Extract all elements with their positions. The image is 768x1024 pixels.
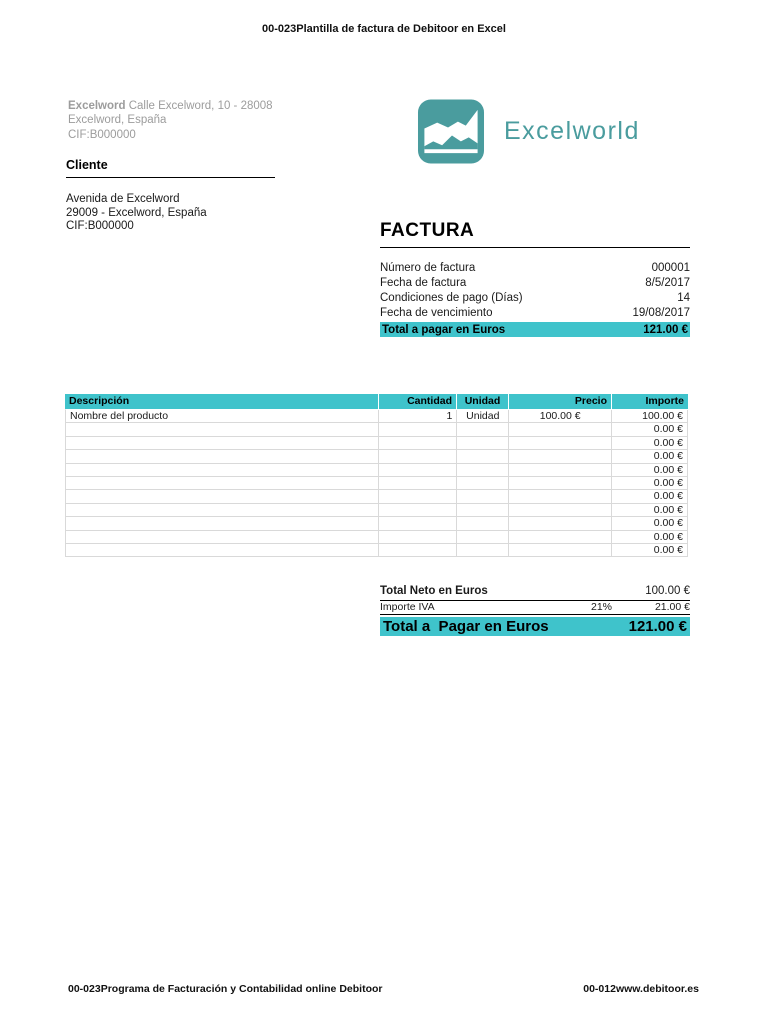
totals-block <box>380 584 690 636</box>
cell-amount: 0.00 € <box>612 464 688 476</box>
cell-unit <box>457 544 509 556</box>
client-line2: 29009 - Excelword, España <box>66 206 207 219</box>
cell-price <box>509 531 612 543</box>
cell-amount: 0.00 € <box>612 490 688 502</box>
vat-rate: 21% <box>590 601 612 613</box>
header-importe: Importe <box>645 395 684 407</box>
total-net-value: 100.00 € <box>645 585 690 597</box>
cell-desc <box>66 517 379 529</box>
items-table-header <box>65 394 688 409</box>
header-descripcion: Descripción <box>65 394 379 409</box>
meta-value: 8/5/2017 <box>645 277 690 289</box>
logo-text: Excelworld <box>504 117 640 145</box>
header-precio: Precio <box>509 394 612 409</box>
cell-price <box>509 423 612 435</box>
cell-price <box>509 504 612 516</box>
cell-amount: 0.00 € <box>612 477 688 489</box>
cell-qty <box>379 437 457 449</box>
cell-qty: 1 <box>379 410 457 422</box>
total-net-row <box>380 584 690 601</box>
client-heading: Cliente <box>66 158 275 178</box>
sender-name: Excelword <box>68 100 126 112</box>
cell-qty <box>379 477 457 489</box>
table-row <box>66 464 688 477</box>
meta-row-invoice-date <box>380 276 690 291</box>
cell-desc <box>66 464 379 476</box>
cell-qty <box>379 517 457 529</box>
cell-price <box>509 477 612 489</box>
cell-desc <box>66 490 379 502</box>
cell-desc <box>66 504 379 516</box>
sender-block <box>68 100 273 143</box>
cell-unit <box>457 477 509 489</box>
table-row <box>66 477 688 490</box>
meta-row-payment-terms <box>380 291 690 306</box>
cell-desc <box>66 544 379 556</box>
items-table-body <box>65 409 688 557</box>
cell-unit <box>457 504 509 516</box>
total-net-label: Total Neto en Euros <box>380 585 488 597</box>
cell-price <box>509 437 612 449</box>
cell-unit <box>457 531 509 543</box>
meta-label: Condiciones de pago (Días) <box>380 292 523 304</box>
page-footer <box>68 983 699 995</box>
grand-total-label: Total a Pagar en Euros <box>383 618 549 635</box>
cell-qty <box>379 531 457 543</box>
cell-amount: 0.00 € <box>612 423 688 435</box>
meta-row-invoice-number <box>380 261 690 276</box>
grand-total-value: 121.00 € <box>628 618 687 635</box>
total-to-pay-bar <box>380 322 690 337</box>
table-row <box>66 450 688 463</box>
cell-price <box>509 517 612 529</box>
meta-label: Fecha de factura <box>380 277 467 289</box>
header-cantidad: Cantidad <box>379 394 457 409</box>
client-block <box>66 158 366 234</box>
cell-amount: 0.00 € <box>612 504 688 516</box>
total-bar-label: Total a pagar en Euros <box>382 323 506 336</box>
invoice-header-block <box>380 220 690 337</box>
sender-address: Calle Excelword, 10 - 28008 <box>128 100 273 112</box>
sender-line1 <box>68 100 273 114</box>
company-logo <box>416 98 640 165</box>
client-lines <box>66 193 366 234</box>
area-chart-icon <box>416 98 486 165</box>
table-row <box>66 517 688 530</box>
cell-desc: Nombre del producto <box>66 410 379 422</box>
items-table <box>65 394 688 557</box>
cell-qty <box>379 423 457 435</box>
cell-price <box>509 544 612 556</box>
cell-unit: Unidad <box>457 410 509 422</box>
cell-price <box>509 450 612 462</box>
client-cif: CIF:B000000 <box>66 220 134 232</box>
cell-qty <box>379 450 457 462</box>
cell-unit <box>457 464 509 476</box>
invoice-heading: FACTURA <box>380 220 690 248</box>
footer-right-text: 00-012www.debitoor.es <box>583 983 699 995</box>
vat-row <box>380 601 690 615</box>
cell-qty <box>379 504 457 516</box>
cell-amount: 100.00 € <box>612 410 688 422</box>
cell-desc <box>66 437 379 449</box>
footer-left-text: 00-023Programa de Facturación y Contabilidad online Debitoor <box>68 983 383 995</box>
cell-qty <box>379 544 457 556</box>
cell-desc <box>66 450 379 462</box>
total-bar-value: 121.00 € <box>643 323 688 336</box>
cell-unit <box>457 450 509 462</box>
cell-unit <box>457 490 509 502</box>
table-row <box>66 531 688 544</box>
cell-price: 100.00 € <box>509 410 612 422</box>
table-row <box>66 490 688 503</box>
table-row <box>66 410 688 423</box>
vat-value: 21.00 € <box>654 601 690 613</box>
cell-unit <box>457 437 509 449</box>
cell-qty <box>379 464 457 476</box>
cell-qty <box>379 490 457 502</box>
cell-amount: 0.00 € <box>612 544 688 556</box>
meta-row-due-date <box>380 306 690 321</box>
meta-value: 14 <box>677 292 690 304</box>
cell-desc <box>66 531 379 543</box>
cell-amount: 0.00 € <box>612 517 688 529</box>
vat-label: Importe IVA <box>380 601 435 613</box>
invoice-meta <box>380 261 690 337</box>
table-row <box>66 437 688 450</box>
cell-unit <box>457 517 509 529</box>
cell-price <box>509 490 612 502</box>
cell-desc <box>66 423 379 435</box>
header-unidad: Unidad <box>457 394 509 409</box>
sender-line2: Excelword, España <box>68 113 167 126</box>
meta-value: 000001 <box>651 262 690 274</box>
grand-total-bar <box>380 617 690 636</box>
meta-label: Número de factura <box>380 262 476 274</box>
document-title: 00-023Plantilla de factura de Debitoor en Excel <box>262 23 506 35</box>
table-row <box>66 423 688 436</box>
client-line1: Avenida de Excelword <box>66 193 180 205</box>
meta-value: 19/08/2017 <box>632 307 690 319</box>
cell-amount: 0.00 € <box>612 450 688 462</box>
table-row <box>66 504 688 517</box>
meta-label: Fecha de vencimiento <box>380 307 493 319</box>
cell-amount: 0.00 € <box>612 531 688 543</box>
cell-price <box>509 464 612 476</box>
cell-desc <box>66 477 379 489</box>
cell-amount: 0.00 € <box>612 437 688 449</box>
cell-unit <box>457 423 509 435</box>
table-row <box>66 544 688 557</box>
sender-cif: CIF:B000000 <box>68 129 136 141</box>
